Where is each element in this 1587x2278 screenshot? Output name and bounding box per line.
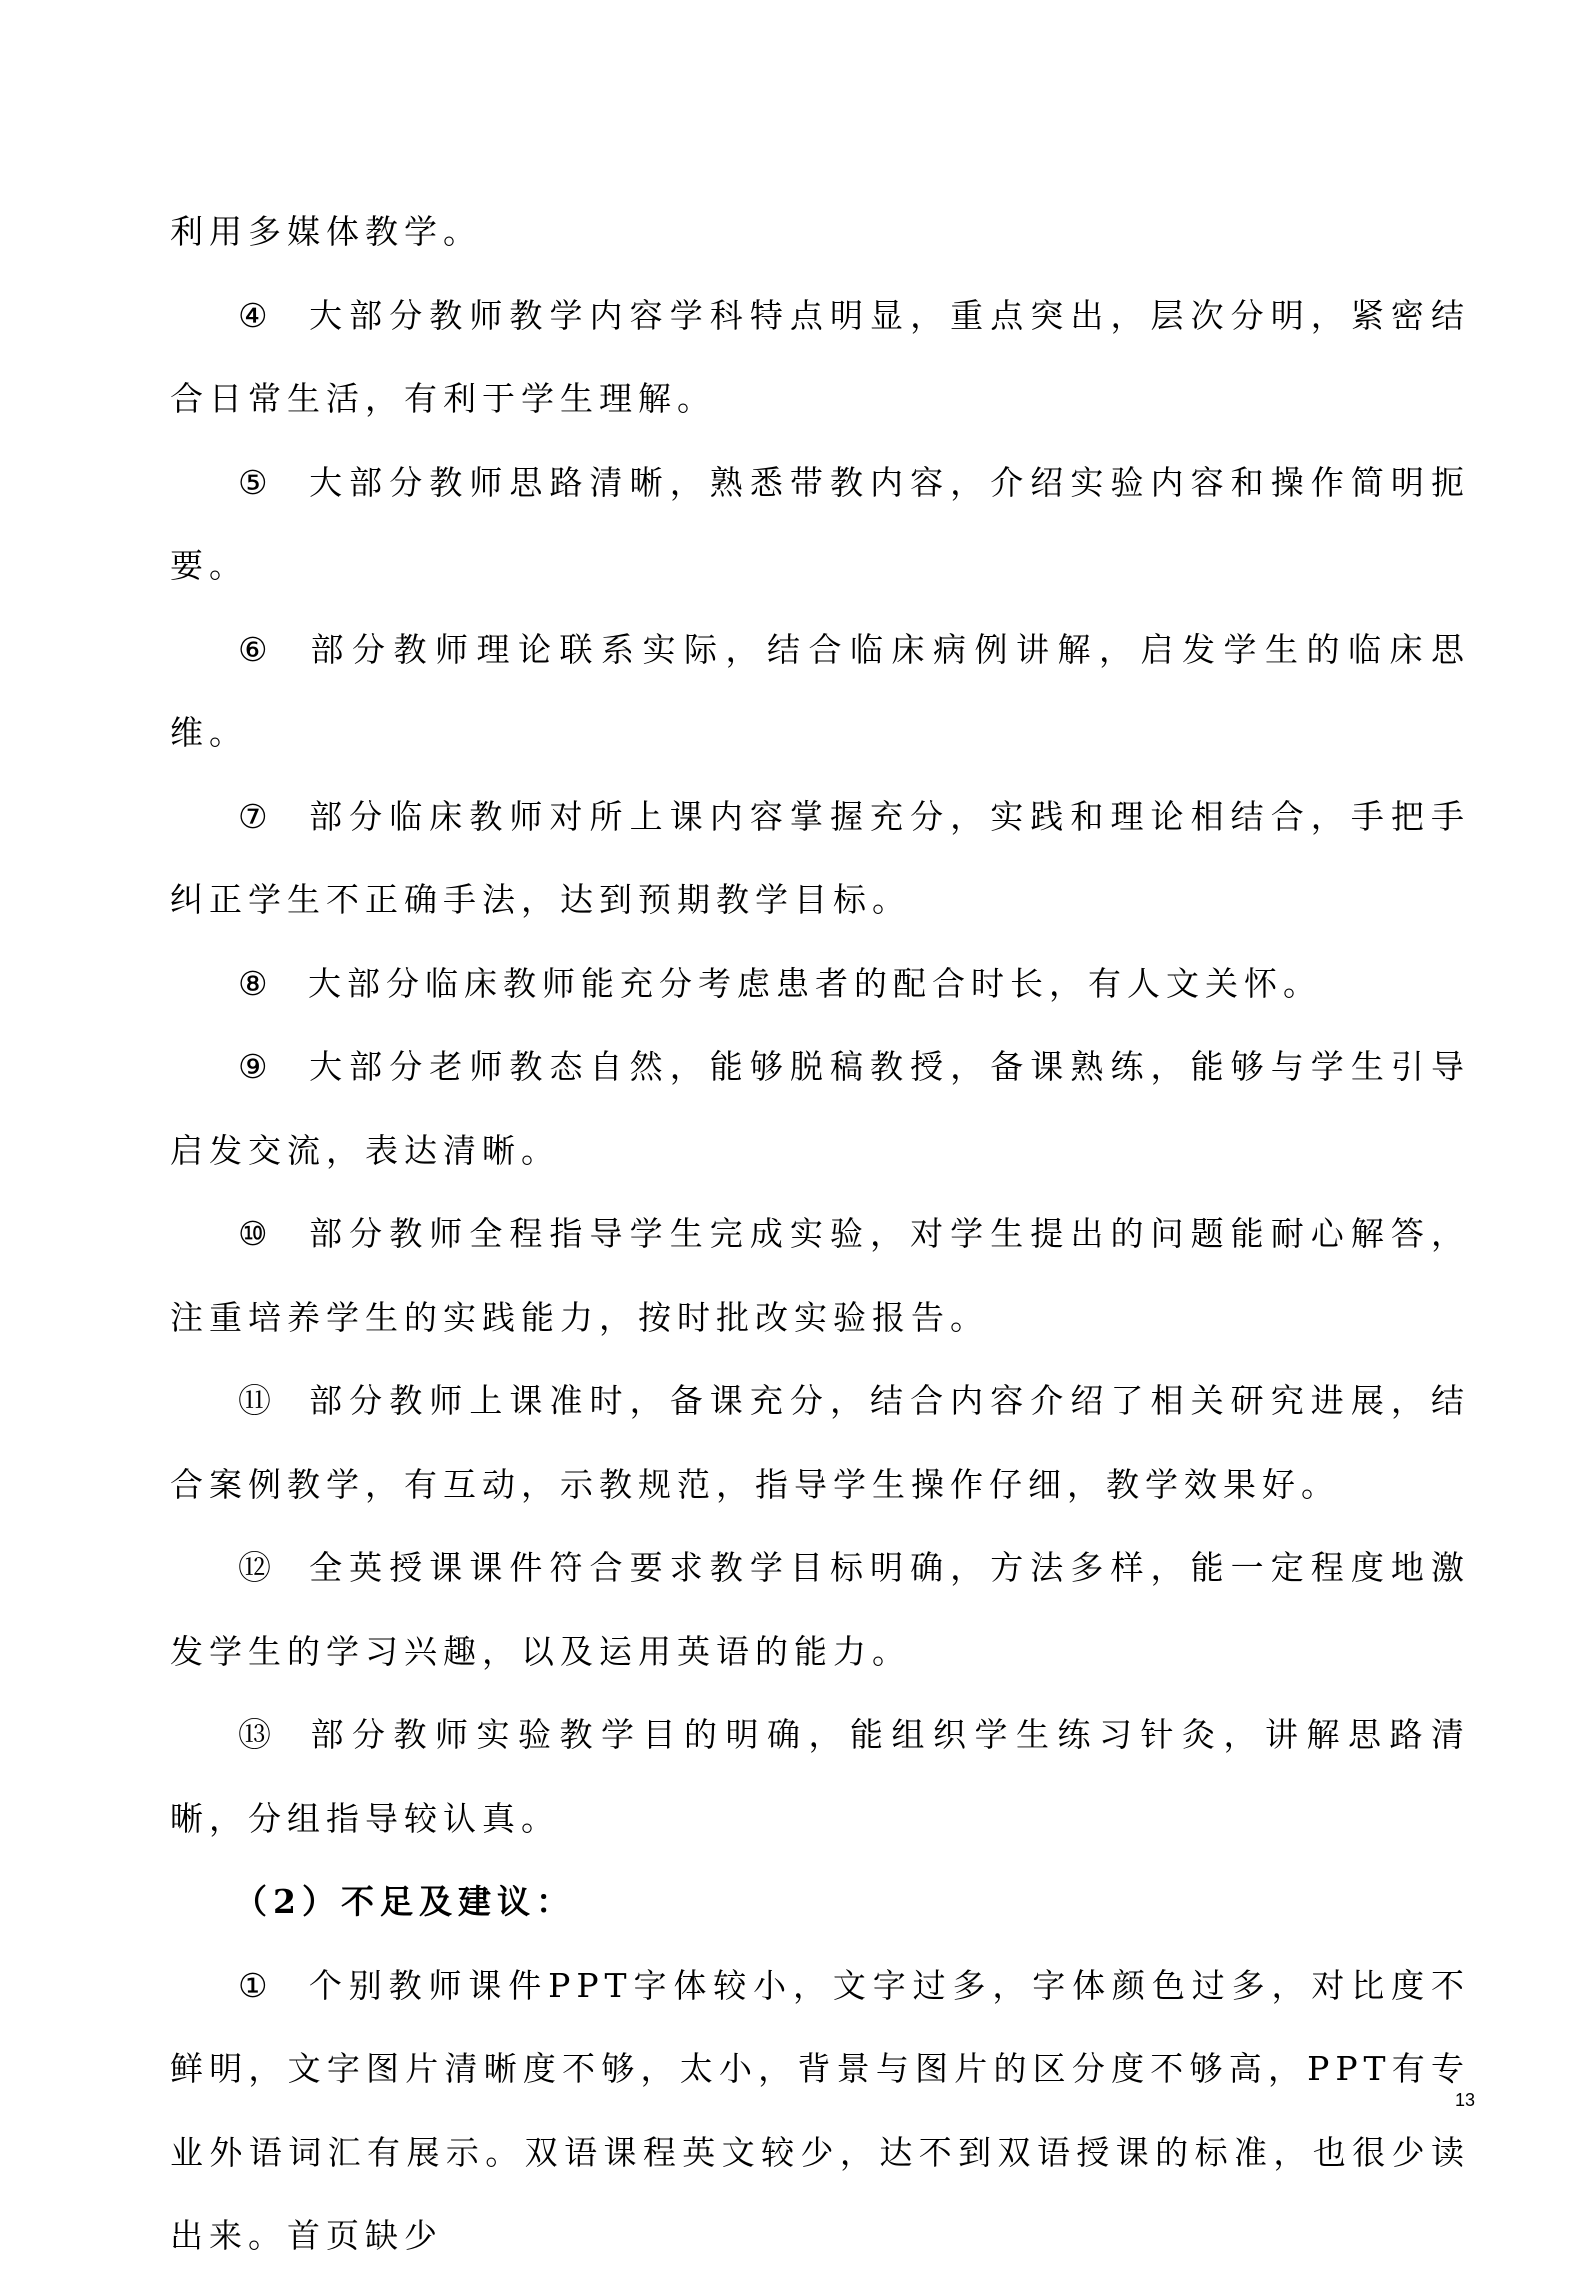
item-text: 全英授课课件符合要求教学目标明确，方法多样，能一定程度地激发学生的学习兴趣，以及运用英语的能力。 xyxy=(170,1548,1470,1671)
item-number: ⑩ xyxy=(238,1214,268,1253)
section-heading: （2）不足及建议： xyxy=(234,1882,575,1921)
item-text: 大部分教师教学内容学科特点明显，重点突出，层次分明，紧密结合日常生活，有利于学生理解。 xyxy=(170,295,1470,418)
list-item xyxy=(170,775,1470,942)
item-number: ⑫ xyxy=(238,1548,271,1587)
list-item xyxy=(170,608,1470,775)
list-item xyxy=(170,1526,1470,1693)
item-number: ⑦ xyxy=(238,796,268,836)
document-body xyxy=(170,190,1470,2278)
continuation-line: 利用多媒体教学。 xyxy=(170,212,482,251)
list-item xyxy=(170,942,1470,1026)
item-text: 大部分老师教态自然，能够脱稿教授，备课熟练，能够与学生引导启发交流，表达清晰。 xyxy=(170,1047,1470,1170)
list-item xyxy=(170,1192,1470,1359)
item-number: ⑬ xyxy=(238,1715,271,1754)
list-item xyxy=(170,1944,1470,2278)
list-item xyxy=(170,274,1470,441)
item-text: 部分教师上课准时，备课充分，结合内容介绍了相关研究进展，结合案例教学，有互动，示教规范，指导学生操作仔细，教学效果好。 xyxy=(170,1381,1470,1504)
item-text: 部分临床教师对所上课内容掌握充分，实践和理论相结合，手把手纠正学生不正确手法，达到预期教学目标。 xyxy=(170,796,1470,919)
item-number: ⑧ xyxy=(238,963,268,1003)
list-item xyxy=(170,1359,1470,1526)
item-number: ④ xyxy=(238,295,268,335)
item-text: 大部分临床教师能充分考虑患者的配合时长，有人文关怀。 xyxy=(308,963,1322,1003)
item-text: 个别教师课件PPT字体较小，文字过多，字体颜色过多，对比度不鲜明，文字图片清晰度不够，太小，背景与图片的区分度不够高，PPT有专业外语词汇有展示。双语课程英文较少，达不到双语授课的标准，也很少读出来。首页缺少 xyxy=(170,1965,1470,2255)
item-number: ① xyxy=(238,1965,268,2005)
item-number: ⑪ xyxy=(238,1381,271,1420)
item-text: 部分教师全程指导学生完成实验，对学生提出的问题能耐心解答，注重培养学生的实践能力，按时批改实验报告。 xyxy=(170,1214,1470,1337)
list-item xyxy=(170,1693,1470,1860)
item-text: 部分教师实验教学目的明确，能组织学生练习针灸，讲解思路清晰，分组指导较认真。 xyxy=(170,1715,1470,1838)
list-item xyxy=(170,441,1470,608)
item-text: 部分教师理论联系实际，结合临床病例讲解，启发学生的临床思维。 xyxy=(170,629,1470,752)
page-number: 13 xyxy=(1454,2090,1476,2110)
item-number: ⑥ xyxy=(238,629,268,669)
item-text: 大部分教师思路清晰，熟悉带教内容，介绍实验内容和操作简明扼要。 xyxy=(170,462,1470,585)
item-number: ⑨ xyxy=(238,1047,268,1086)
item-number: ⑤ xyxy=(238,462,268,502)
list-item xyxy=(170,1025,1470,1192)
